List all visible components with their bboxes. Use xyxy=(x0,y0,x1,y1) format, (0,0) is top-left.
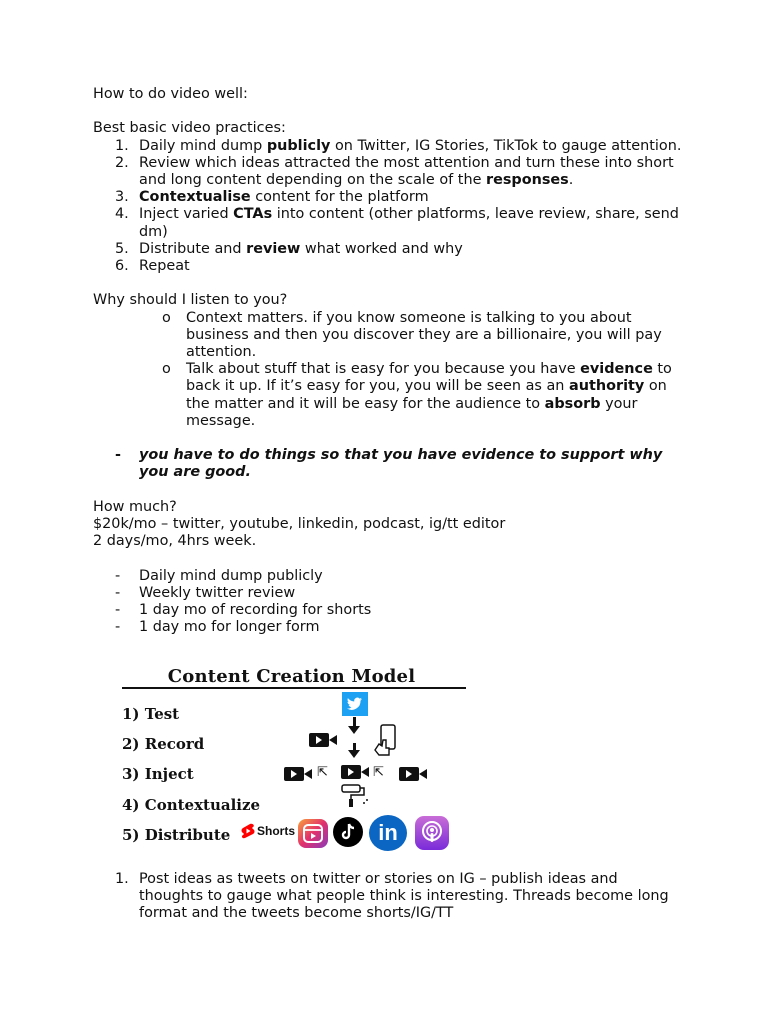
arrow-down-icon xyxy=(348,750,360,758)
list-item: 5. Distribute and review what worked and why xyxy=(115,240,463,257)
why-list xyxy=(93,310,683,430)
doc-heading: How to do video well: xyxy=(93,86,248,102)
apple-podcasts-icon xyxy=(415,816,449,850)
emphasis-line: - you have to do things so that you have evidence to support why you are good. xyxy=(115,447,663,481)
instagram-reels-icon xyxy=(298,819,328,848)
why-title: Why should I listen to you? xyxy=(93,292,288,309)
emphasis-list xyxy=(93,447,683,481)
linkedin-icon: in xyxy=(369,815,407,851)
practices-title: Best basic video practices: xyxy=(93,120,286,137)
figure-divider xyxy=(122,687,466,689)
list-item: o Context matters. if you know someone is talking to you about business and then you discover they are a billionaire, you will pay attention. xyxy=(162,309,662,361)
practices-list xyxy=(93,138,683,276)
twitter-icon xyxy=(342,692,368,716)
video-camera-icon xyxy=(341,765,361,779)
step-inject: 3) Inject xyxy=(122,765,194,783)
cursor-click-icon: ⇱ xyxy=(317,765,328,780)
list-item: 1. Post ideas as tweets on twitter or stories on IG – publish ideas and thoughts to gauge what people think is interesting. Threads become long format and the tweets become shorts/IG/TT xyxy=(115,871,669,922)
final-section xyxy=(93,871,683,923)
how-much-line: $20k/mo – twitter, youtube, linkedin, podcast, ig/tt editor xyxy=(93,516,506,533)
tiktok-icon xyxy=(333,817,363,847)
paint-roller-icon xyxy=(340,783,370,813)
list-item: 3. Contextualise content for the platform xyxy=(115,189,429,206)
video-camera-icon xyxy=(284,767,304,781)
step-contextualize: 4) Contextualize xyxy=(122,796,261,814)
phone-tap-icon xyxy=(371,724,399,762)
how-much-title: How much? xyxy=(93,498,177,515)
list-item: - Weekly twitter review xyxy=(115,584,296,601)
content-creation-model-figure xyxy=(117,662,466,854)
figure-title: Content Creation Model xyxy=(167,666,416,687)
step-record: 2) Record xyxy=(122,735,205,753)
cursor-click-icon: ⇱ xyxy=(373,765,384,780)
video-camera-icon xyxy=(399,767,419,781)
list-item: 6. Repeat xyxy=(115,258,190,275)
list-item: - 1 day mo of recording for shorts xyxy=(115,602,372,619)
list-item: 1. Daily mind dump publicly on Twitter, IG Stories, TikTok to gauge attention. xyxy=(115,137,682,154)
step-test: 1) Test xyxy=(122,705,180,723)
shorts-label: Shorts xyxy=(257,824,296,838)
list-item: - Daily mind dump publicly xyxy=(115,567,323,584)
video-camera-icon xyxy=(309,733,329,747)
arrow-down-icon xyxy=(348,726,360,734)
youtube-shorts-icon xyxy=(241,823,295,839)
document-body xyxy=(93,86,683,636)
how-much-line: 2 days/mo, 4hrs week. xyxy=(93,533,257,550)
final-list xyxy=(93,871,683,923)
list-item: 2. Review which ideas attracted the most attention and turn these into short and long content depending on the scale of the responses. xyxy=(115,154,674,188)
list-item: o Talk about stuff that is easy for you because you have evidence to back it up. If it’s easy for you, you will be seen as an authority on the matter and it will be easy for the audience to absorb your message. xyxy=(162,361,672,429)
list-item: 4. Inject varied CTAs into content (other platforms, leave review, share, send dm) xyxy=(115,206,679,240)
schedule-list xyxy=(93,568,683,637)
step-distribute: 5) Distribute xyxy=(122,826,231,844)
list-item: - 1 day mo for longer form xyxy=(115,619,320,636)
